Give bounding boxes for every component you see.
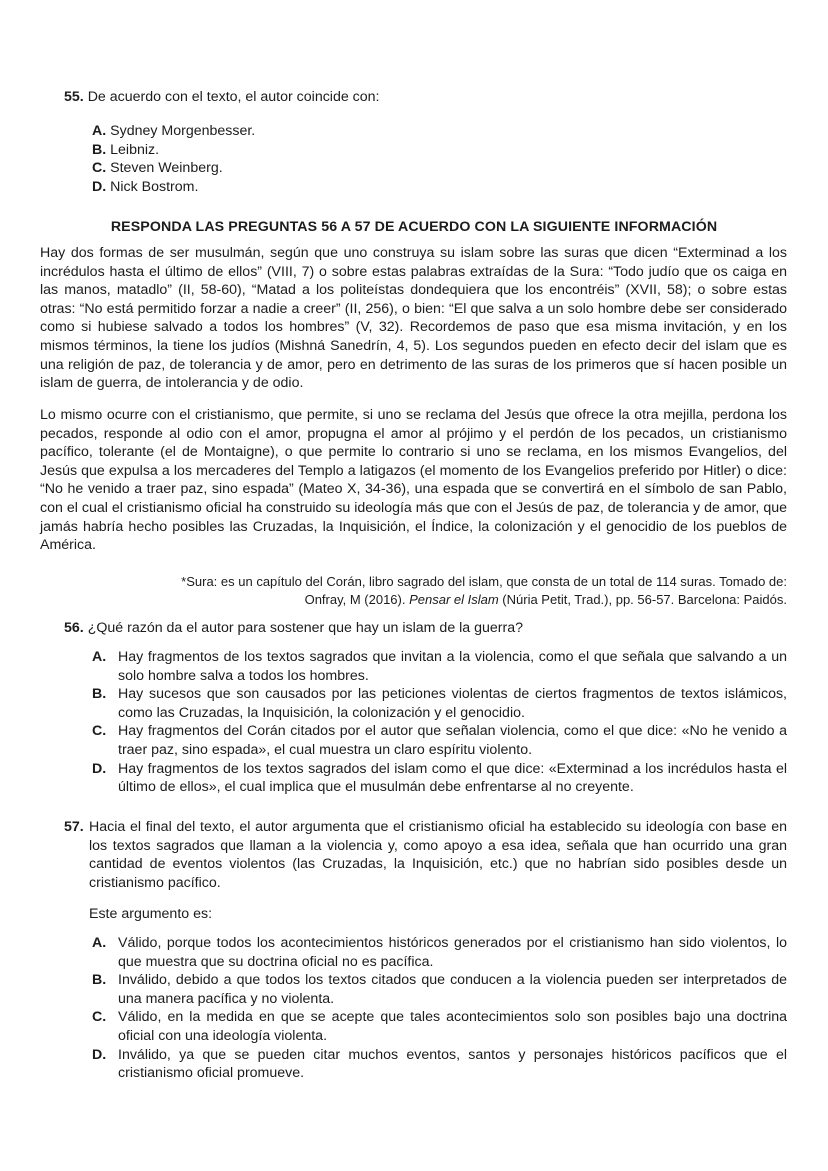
option-d[interactable] [92,1046,787,1083]
option-text: Sydney Morgenbesser. [110,123,256,139]
question-number: 57. [64,819,84,835]
question-56-options [92,648,787,797]
option-text: Hay fragmentos de los textos sagrados que invitan a la violencia, como el que señala que salvando a un solo hombre salva a todos los hombres. [118,649,787,684]
question-text: ¿Qué razón da el autor para sostener que hay un islam de la guerra? [87,620,524,636]
question-text: De acuerdo con el texto, el autor coincide con: [87,89,380,105]
option-text: Válido, porque todos los acontecimientos históricos generados por el cristianismo han sido violentos, lo que muestra que su doctrina oficial no es pacífica. [118,935,787,970]
option-letter: C. [92,160,107,177]
option-c[interactable] [92,1008,787,1045]
question-57-options [92,934,787,1083]
option-letter: B. [92,686,107,703]
question-56 [64,619,787,638]
source-title: Pensar el Islam [409,592,499,607]
option-text: Válido, en la medida en que se acepte que tales acontecimientos solo son posibles bajo una doctrina oficial con una ideología violenta. [118,1009,787,1044]
source-prefix: *Sura: es un capítulo del Corán, libro sagrado del islam, que consta de un total de 114 suras. Tomado de: Onfray, M (2016). [181,574,787,607]
option-a[interactable] [92,648,787,685]
option-letter: D. [92,178,107,195]
question-55-options [92,122,792,196]
option-d[interactable] [92,178,792,197]
question-stem: Este argumento es: [89,906,213,922]
option-letter: D. [92,1046,107,1063]
option-a[interactable] [92,122,792,141]
question-57 [64,818,787,892]
question-number: 55. [64,89,84,105]
option-text: Hay fragmentos del Corán citados por el autor que señalan violencia, como el que dice: «No he venido a traer paz, sino espada», el cual muestra un claro espíritu violento. [118,723,787,758]
option-letter: A. [92,123,107,139]
section-heading: RESPONDA LAS PREGUNTAS 56 A 57 DE ACUERDO CON LA SIGUIENTE INFORMACIÓN [110,219,718,235]
option-d[interactable] [92,760,787,797]
option-a[interactable] [92,934,787,971]
option-text: Steven Weinberg. [110,160,223,177]
option-c[interactable] [92,722,787,759]
option-text: Leibniz. [110,141,160,158]
reading-paragraph-1: Hay dos formas de ser musulmán, según que uno construya su islam sobre las suras que dicen “Exterminad a los incrédulos hasta el último de ellos” (VIII, 7) o sobre estas palabras extraídas de la Sura: “Todo judío que os caiga en las manos, matadlo” (II, 58-60), “Matad a los politeístas dondequiera que los encontréis” (XVII, 58); o sobre estas otras: “No está permitido forzar a nadie a creer” (II, 256), o bien: “El que salva a un solo hombre debe ser considerado como si hubiese salvado a todos los hombres” (V, 32). Recordemos de paso que esa misma invitación, y en los mismos términos, la tiene los judíos (Mishná Sanedrín, 4, 5). Los segundos pueden en efecto decir del islam que es una religión de paz, de tolerancia y de amor, pero en detrimento de las suras de los primeros que sí hacen posible un islam de guerra, de intolerancia y de odio. [40,245,787,392]
option-letter: D. [92,760,107,777]
source-citation [140,573,787,609]
reading-paragraph-2: Lo mismo ocurre con el cristianismo, que permite, si uno se reclama del Jesús que ofrece la otra mejilla, perdona los pecados, responde al odio con el amor, propugna el amor al prójimo y el perdón de los pecados, un cristianismo pacífico, tolerante (el de Montaigne), o que permite lo contrario si uno se reclama, en los mismos Evangelios, del Jesús que expulsa a los mercaderes del Templo a latigazos (el momento de los Evangelios preferido por Hitler) o dice: “No he venido a traer paz, sino espada” (Mateo X, 34-36), una espada que se convertirá en el símbolo de san Pablo, con el cual el cristianismo oficial ha construido su ideología más que con el Jesús de paz, de tolerancia y de amor, que jamás habría hecho posibles las Cruzadas, la Inquisición, el Índice, la colonización y el genocidio de los pueblos de América. [40,407,787,554]
question-55 [64,88,784,107]
option-b[interactable] [92,141,792,160]
option-text: Nick Bostrom. [110,178,199,195]
option-letter: B. [92,972,107,989]
option-text: Hay fragmentos de los textos sagrados del islam como el que dice: «Exterminad a los incrédulos hasta el último de ellos», el cual implica que el musulmán debe enfrentarse al no creyente. [118,760,787,796]
source-suffix: (Núria Petit, Trad.), pp. 56-57. Barcelona: Paidós. [498,592,787,607]
option-b[interactable] [92,685,787,722]
option-c[interactable] [92,159,792,178]
option-letter: A. [92,649,107,665]
option-letter: C. [92,1009,107,1026]
question-text: Hacia el final del texto, el autor argumenta que el cristianismo oficial ha establecido su ideología con base en los textos sagrados que llaman a la violencia y, como apoyo a esa idea, señala que han ocurrido una gran cantidad de eventos violentos (las Cruzadas, la Inquisición, etc.) que no habrían sido posibles desde un cristianismo pacífico. [89,819,787,891]
option-text: Inválido, ya que se pueden citar muchos eventos, santos y personajes históricos pacíficos que el cristianismo oficial promueve. [118,1046,787,1082]
option-text: Hay sucesos que son causados por las peticiones violentas de ciertos fragmentos de textos islámicos, como las Cruzadas, la Inquisición, la colonización y el genocidio. [118,686,787,721]
option-text: Inválido, debido a que todos los textos citados que conducen a la violencia pueden ser interpretados de una manera pacífica y no violenta. [118,972,787,1007]
question-number: 56. [64,620,84,636]
option-letter: C. [92,723,107,740]
option-letter: A. [92,935,107,951]
option-letter: B. [92,141,107,158]
option-b[interactable] [92,971,787,1008]
